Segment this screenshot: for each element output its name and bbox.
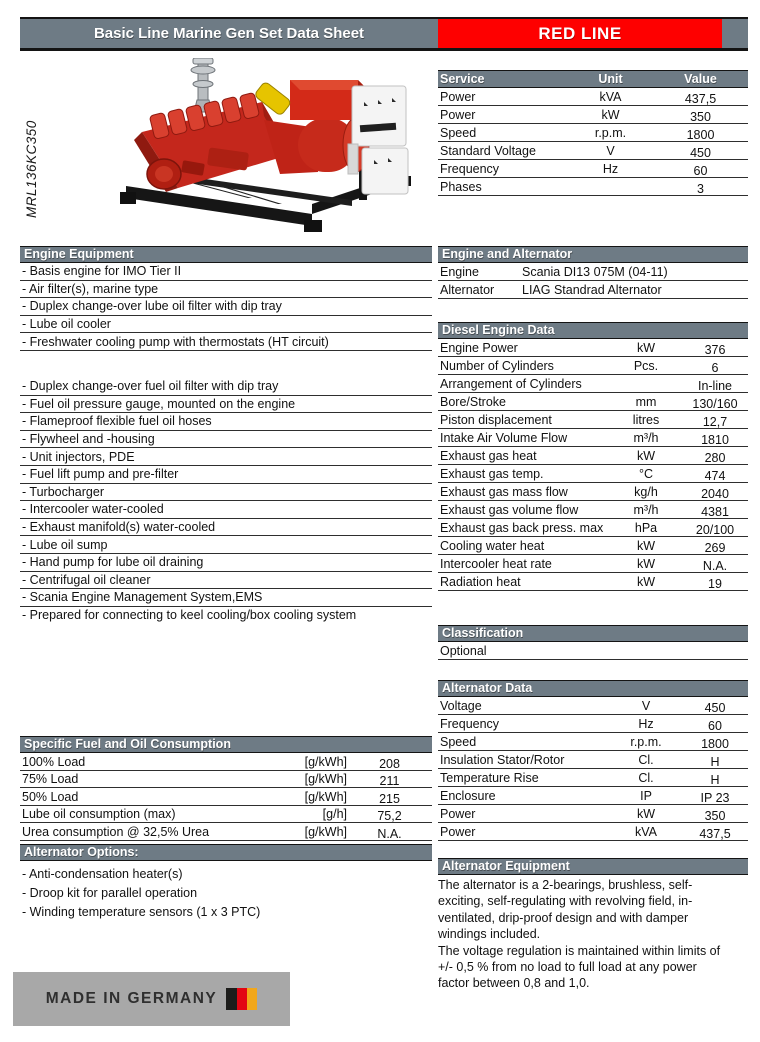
row-value: N.A. [377, 826, 402, 841]
table-row [438, 393, 748, 411]
list-item: - Duplex change-over lube oil filter with dip tray [20, 298, 432, 316]
row-value: IP 23 [700, 790, 730, 805]
row-unit: kW [636, 448, 656, 463]
row-unit: m³/h [633, 502, 659, 517]
classification-row [438, 642, 748, 660]
section-fuel-consumption: Specific Fuel and Oil Consumption [20, 736, 432, 753]
row-value: Scania DI13 075M (04-11) [522, 264, 668, 279]
row-value: 60 [693, 163, 708, 178]
header-bar [20, 17, 748, 51]
germany-flag-icon [226, 988, 257, 1010]
list-item: - Prepared for connecting to keel cooling/box cooling system [22, 608, 357, 623]
row-value: 60 [708, 718, 722, 733]
paragraph-line: ventilated, drip-proof design and with damper [438, 910, 689, 925]
table-row [438, 537, 748, 555]
fuel-consumption-table [20, 753, 432, 841]
row-unit: [g/kWh] [304, 789, 347, 804]
row-label: Number of Cylinders [440, 358, 554, 373]
row-label: Power [440, 806, 476, 821]
list-item: - Intercooler water-cooled [20, 501, 432, 519]
table-row [20, 753, 432, 771]
service-table [438, 88, 748, 196]
row-value: 20/100 [695, 522, 735, 537]
row-label: Power [440, 89, 476, 104]
table-row [438, 823, 748, 841]
row-label: Alternator [440, 282, 495, 297]
row-unit: Hz [638, 716, 654, 731]
list-item: - Scania Engine Management System,EMS [20, 589, 432, 607]
row-unit: Cl. [638, 752, 654, 767]
row-label: Exhaust gas mass flow [440, 484, 568, 499]
product-figure [20, 56, 432, 246]
row-label: Phases [440, 179, 482, 194]
list-item: - Basis engine for IMO Tier II [20, 263, 432, 281]
section-alternator-equipment: Alternator Equipment [438, 858, 748, 875]
table-row [438, 160, 748, 178]
table-row [438, 88, 748, 106]
col-unit: Unit [598, 72, 623, 86]
row-label: Exhaust gas back press. max [440, 520, 604, 535]
list-item: - Centrifugal oil cleaner [20, 572, 432, 590]
diesel-engine-data-table [438, 339, 748, 591]
row-value: 6 [711, 360, 719, 375]
left-column [20, 56, 432, 1026]
header-stub [722, 19, 748, 48]
row-label: Radiation heat [440, 574, 521, 589]
table-row [20, 788, 432, 806]
table-row [438, 429, 748, 447]
paragraph-line: windings included. [438, 927, 541, 942]
brand-label: RED LINE [438, 19, 722, 48]
row-value: 1810 [701, 432, 729, 447]
row-label: Standard Voltage [440, 143, 536, 158]
table-row [20, 806, 432, 824]
list-item: - Exhaust manifold(s) water-cooled [20, 519, 432, 537]
table-row [438, 519, 748, 537]
section-alternator-options: Alternator Options: [20, 844, 432, 861]
row-unit: litres [632, 412, 660, 427]
row-label: Power [440, 107, 476, 122]
row-label: 100% Load [22, 754, 86, 769]
row-label: Temperature Rise [440, 770, 539, 785]
genset-image [112, 58, 420, 240]
row-unit: r.p.m. [594, 125, 627, 140]
list-item: - Lube oil sump [20, 536, 432, 554]
row-unit: mm [635, 394, 657, 409]
row-label: 75% Load [22, 772, 79, 787]
engine-block [134, 92, 292, 192]
row-label: Exhaust gas temp. [440, 466, 544, 481]
flag-gold-stripe [247, 988, 257, 1010]
row-value: N.A. [702, 558, 728, 573]
row-value: 3 [697, 181, 704, 196]
row-label: Enclosure [440, 788, 496, 803]
table-row [438, 697, 748, 715]
flag-black-stripe [226, 988, 237, 1010]
row-unit: V [606, 143, 615, 158]
alternator-options-list [20, 865, 432, 922]
row-label: Intercooler heat rate [440, 556, 552, 571]
list-item: - Lube oil cooler [20, 316, 432, 334]
list-item: - Turbocharger [20, 484, 432, 502]
row-value: 474 [704, 468, 726, 483]
row-unit: [g/kWh] [304, 824, 347, 839]
row-unit: hPa [634, 520, 658, 535]
list-item: - Fuel lift pump and pre-filter [20, 466, 432, 484]
table-row [438, 483, 748, 501]
table-row [438, 178, 748, 196]
row-label: Power [440, 824, 476, 839]
row-label: Speed [440, 125, 477, 140]
list-item: - Flywheel and -housing [20, 431, 432, 449]
row-value: 376 [704, 342, 726, 357]
control-panels [348, 86, 408, 194]
section-diesel-engine-data: Diesel Engine Data [438, 322, 748, 339]
paragraph-line: factor between 0,8 and 1,0. [438, 976, 590, 991]
row-value: 19 [708, 576, 722, 591]
list-item: - Winding temperature sensors (1 x 3 PTC) [22, 905, 261, 920]
row-label: Arrangement of Cylinders [440, 376, 582, 391]
list-item: - Droop kit for parallel operation [22, 886, 198, 901]
row-unit: [g/kWh] [304, 754, 347, 769]
section-engine-equipment: Engine Equipment [20, 246, 432, 263]
row-label: Piston displacement [440, 412, 552, 427]
row-value: 1800 [686, 127, 715, 142]
row-label: Frequency [440, 161, 500, 176]
row-value: 75,2 [377, 809, 402, 824]
col-service: Service [440, 72, 485, 86]
table-row [438, 769, 748, 787]
section-alternator-data: Alternator Data [438, 680, 748, 697]
list-item: - Duplex change-over fuel oil filter with dip tray [20, 378, 432, 396]
row-label: Bore/Stroke [440, 394, 507, 409]
row-unit: r.p.m. [630, 734, 662, 749]
table-row [438, 281, 748, 299]
row-label: 50% Load [22, 789, 79, 804]
paragraph-line: The voltage regulation is maintained within limits of [438, 943, 721, 958]
row-value: 211 [379, 774, 400, 789]
engine-equipment-list-b [20, 378, 432, 624]
section-engine-and-alternator: Engine and Alternator [438, 246, 748, 263]
row-label: Urea consumption @ 32,5% Urea [22, 824, 210, 839]
row-unit: IP [640, 788, 652, 803]
row-value: 1800 [701, 736, 729, 751]
row-value: 2040 [701, 486, 729, 501]
list-item: - Flameproof flexible fuel oil hoses [20, 413, 432, 431]
table-row [20, 823, 432, 841]
row-value: 450 [704, 700, 726, 715]
row-value: 437,5 [684, 91, 717, 106]
row-value: H [710, 754, 720, 769]
table-row [438, 715, 748, 733]
right-column [438, 56, 748, 992]
list-gap [20, 351, 432, 378]
row-unit: kW [636, 538, 656, 553]
row-unit: kW [636, 574, 656, 589]
table-row [438, 787, 748, 805]
classification-value: Optional [440, 643, 487, 658]
paragraph-line: The alternator is a 2-bearings, brushless, self- [438, 878, 693, 892]
table-row [438, 357, 748, 375]
row-value: LIAG Standrad Alternator [522, 282, 662, 297]
row-value: 269 [704, 540, 726, 555]
list-item: - Air filter(s), marine type [20, 281, 432, 299]
row-value: 280 [704, 450, 726, 465]
row-label: Engine [440, 264, 479, 279]
list-item: - Hand pump for lube oil draining [20, 554, 432, 572]
table-row [20, 771, 432, 789]
made-in-germany-badge [13, 972, 290, 1026]
table-row [438, 263, 748, 281]
paragraph-line: exciting, self-regulating with revolving field, in- [438, 894, 693, 909]
table-row [438, 142, 748, 160]
row-value: 215 [379, 791, 400, 806]
page-title: Basic Line Marine Gen Set Data Sheet [93, 25, 365, 42]
table-row [438, 501, 748, 519]
row-unit: V [641, 698, 651, 713]
row-value: 350 [690, 109, 711, 124]
row-value: 437,5 [699, 826, 731, 841]
row-unit: kVA [599, 89, 622, 104]
service-table-header [438, 70, 748, 88]
row-label: Lube oil consumption (max) [22, 807, 176, 822]
row-unit: kW [601, 107, 620, 122]
table-row [438, 573, 748, 591]
row-value: In-line [697, 378, 733, 393]
table-row [438, 124, 748, 142]
row-unit: kW [636, 806, 656, 821]
table-row [438, 733, 748, 751]
row-label: Insulation Stator/Rotor [440, 752, 565, 767]
alternator-equipment-text [438, 877, 748, 992]
row-label: Speed [440, 734, 477, 749]
table-row [438, 555, 748, 573]
row-unit: m³/h [633, 430, 659, 445]
list-item: - Freshwater cooling pump with thermostats (HT circuit) [20, 333, 432, 351]
badge-label: MADE IN GERMANY [45, 989, 218, 1007]
paragraph-line: +/- 0,5 % from no load to full load at any power [438, 959, 697, 974]
row-label: Frequency [440, 716, 500, 731]
row-label: Intake Air Volume Flow [440, 430, 568, 445]
list-item: - Anti-condensation heater(s) [22, 867, 183, 882]
row-value: 450 [690, 145, 711, 160]
row-label: Exhaust gas heat [440, 448, 537, 463]
row-label: Cooling water heat [440, 538, 545, 553]
row-unit: [g/h] [322, 807, 347, 822]
engine-equipment-list-a [20, 263, 432, 351]
row-label: Engine Power [440, 340, 518, 355]
table-row [438, 411, 748, 429]
list-item: - Unit injectors, PDE [20, 448, 432, 466]
flag-red-stripe [237, 988, 247, 1010]
row-unit: [g/kWh] [304, 772, 347, 787]
table-row [438, 447, 748, 465]
table-row [438, 106, 748, 124]
model-code-label: MRL136KC350 [24, 120, 39, 218]
row-value: 4381 [701, 504, 729, 519]
row-value: 208 [379, 756, 400, 771]
row-unit: Hz [602, 161, 619, 176]
row-value: 12,7 [702, 414, 728, 429]
col-value: Value [684, 72, 717, 86]
table-row [438, 465, 748, 483]
row-unit: kW [636, 340, 656, 355]
table-row [438, 805, 748, 823]
row-unit: Cl. [638, 770, 654, 785]
row-value: H [710, 772, 720, 787]
section-classification: Classification [438, 625, 748, 642]
list-item: - Fuel oil pressure gauge, mounted on the engine [20, 396, 432, 414]
row-unit: kW [636, 556, 656, 571]
table-row [438, 751, 748, 769]
table-row [438, 339, 748, 357]
row-unit: Pcs. [633, 358, 659, 373]
row-label: Voltage [440, 698, 482, 713]
row-value: 130/160 [692, 396, 738, 411]
row-value: 350 [704, 808, 726, 823]
row-unit: kg/h [634, 484, 658, 499]
row-unit: kVA [635, 824, 657, 839]
row-label: Exhaust gas volume flow [440, 502, 579, 517]
table-row [438, 375, 748, 393]
alternator-data-table [438, 697, 748, 841]
engine-and-alternator-table [438, 263, 748, 299]
row-unit: °C [638, 466, 654, 481]
